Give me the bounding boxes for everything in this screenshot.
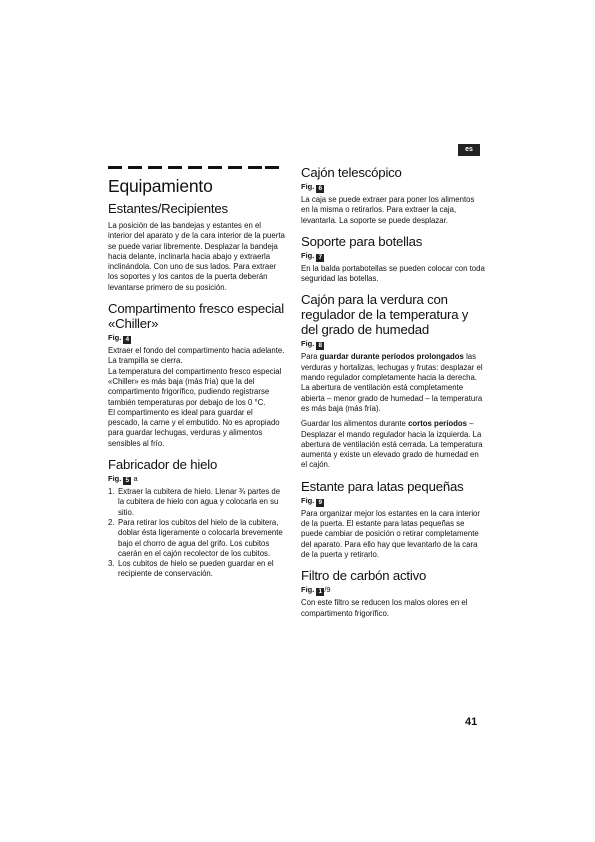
- language-tab: es: [458, 144, 480, 156]
- chiller-heading: Compartimento fresco especial «Chiller»: [108, 301, 284, 332]
- vegetable-text-2: Guardar los alimentos durante cortos períodos – Desplazar el mando regulador hacia la izquierda. La abertura de ventilación está cerrada. La temperatura aumenta y existe un elevado grado de humedad en el cajón.: [301, 419, 483, 470]
- list-item: 1. Extraer la cubitera de hielo. Llenar ¾ partes de la cubitera de hielo con agua y colocarla en su sitio.: [108, 487, 281, 517]
- chiller-text-1: Extraer el fondo del compartimento hacia adelante. La trampilla se cierra.: [108, 346, 285, 366]
- vegetable-drawer-heading: Cajón para la verdura con regulador de la temperatura y del grado de humedad: [301, 292, 469, 338]
- cans-text: Para organizar mejor los estantes en la cara interior de la puerta. El estante para latas pequeñas se puede cambiar de posición o retirar completamente del aparato. Para ello hay que levantarlo de la cara de la puerta y retirarlo.: [301, 508, 480, 559]
- filter-text: Con este filtro se reducen los malos olores en el compartimento frigorífico.: [301, 598, 468, 618]
- shelves-heading: Estantes/Recipientes: [108, 201, 228, 216]
- cans-figure-ref: Fig. 9: [301, 496, 485, 507]
- right-column: [301, 165, 485, 619]
- ice-figure-ref: Fig. 5 a: [108, 474, 138, 485]
- section-divider: [108, 166, 279, 170]
- list-item: 3. Los cubitos de hielo se pueden guardar en el recipiente de conservación.: [108, 559, 274, 579]
- page-number: 41: [465, 716, 478, 728]
- filter-figure-ref: Fig. 1 /9: [301, 585, 331, 596]
- drawer-heading: Cajón telescópico: [301, 165, 402, 180]
- chiller-text-3: El compartimento es ideal para guardar el pescado, la carne y el embutido. No es apropiado para guardar lechugas, verduras y alimentos sensibles al frío.: [108, 407, 280, 448]
- bottle-text: En la balda portabotellas se pueden colocar con toda seguridad las botellas.: [301, 263, 485, 284]
- list-item: 2. Para retirar los cubitos del hielo de la cubitera, doblar ésta ligeramente o colocarla brevemente bajo el chorro de agua del grifo. Los cubitos caerán en el cajón recolector de los cubitos.: [108, 517, 283, 558]
- filter-heading: Filtro de carbón activo: [301, 568, 427, 584]
- vegetable-text-1: Para guardar durante períodos prolongados las verduras y hortalizas, lechugas y frutas: desplazar el mando regulador completamente hacia la derecha. La abertura de ventilación está completamente abierta – menor grado de humedad – la temperatura es más baja (más fría).: [301, 352, 483, 413]
- drawer-text: La caja se puede extraer para poner los alimentos en la misma o retirarlos. Para extraer la caja, levantarla. La soporte se puede desplazar.: [301, 195, 475, 225]
- left-column: [108, 176, 286, 580]
- drawer-figure-ref: Fig. 6: [301, 182, 485, 193]
- chiller-text-2: La temperatura del compartimento fresco especial «Chiller» es más baja (más fría) que la del compartimento frigorífico, pudiendo registrarse también temperaturas por debajo de los 0 °C.: [108, 366, 282, 407]
- bottle-figure-ref: Fig. 7: [301, 251, 485, 262]
- ice-maker-heading: Fabricador de hielo: [108, 457, 218, 473]
- ice-steps-list: [108, 487, 286, 580]
- chiller-figure-ref: Fig. 4: [108, 333, 286, 344]
- shelves-text: La posición de las bandejas y estantes en el interior del aparato y de la cara interior de la puerta se puede variar libremente. Desplazar la bandeja hacia delante, inclinarla hacia abajo y extraerla inclinándola. Con uno de sus lados. Para extraer los soportes y los cantos de la puerta deberán levantarse primero de su posición.: [108, 221, 285, 292]
- vegetable-figure-ref: Fig. 8: [301, 339, 485, 350]
- cans-shelf-heading: Estante para latas pequeñas: [301, 478, 464, 494]
- bottle-rack-heading: Soporte para botellas: [301, 233, 423, 249]
- page-title: Equipamiento: [108, 176, 213, 196]
